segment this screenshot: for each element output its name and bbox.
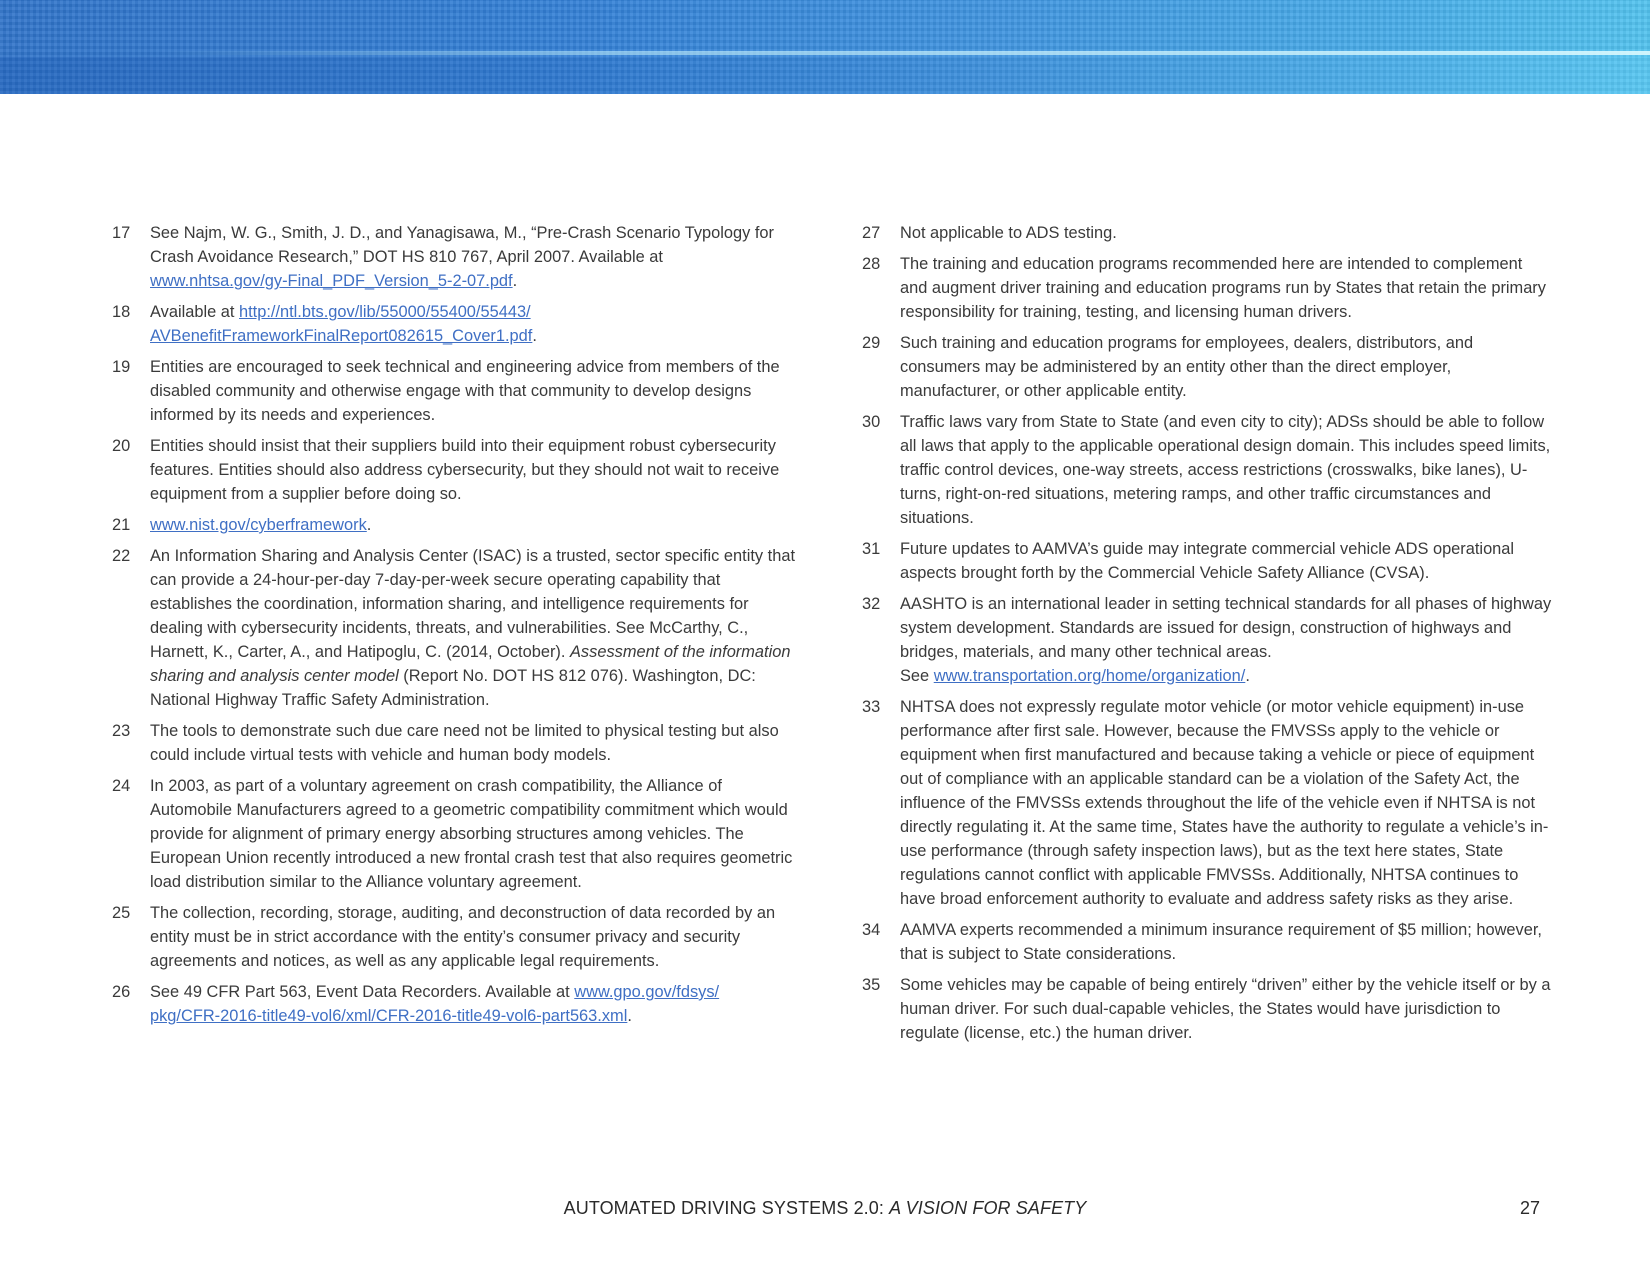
footnote-27 (862, 221, 1552, 245)
footnote-text: Entities are encouraged to seek technical and engineering advice from members of the disabled community and otherwise engage with that community to develop designs informed by its needs and experiences. (150, 358, 780, 424)
footnote-number: 18 (112, 303, 131, 321)
footnote-text-segment: (Report No. DOT HS 812 076). Washington, DC: National Highway Traffic Safety Administration. (150, 667, 756, 709)
footnote-number: 24 (112, 777, 131, 795)
footnote-22 (112, 544, 802, 712)
footnote-link[interactable]: www.transportation.org/home/organization/ (933, 667, 1246, 685)
footnote-text (150, 513, 802, 537)
footer-title-main: AUTOMATED DRIVING SYSTEMS 2.0: (563, 1198, 890, 1218)
footnote-28 (862, 252, 1552, 324)
banner-lower-band (0, 57, 1650, 94)
page-number: 27 (1519, 1198, 1540, 1218)
footnote-number: 23 (112, 722, 131, 740)
footnote-20 (112, 434, 802, 506)
document-footer-title (0, 1198, 1650, 1219)
footnote-30 (862, 410, 1552, 530)
footnote-35 (862, 973, 1552, 1045)
footnote-text-segment: . (532, 327, 537, 345)
footnote-text: In 2003, as part of a voluntary agreement on crash compatibility, the Alliance of Automobile Manufacturers agreed to a geometric compatibility commitment which would provide for alignment of primary energy absorbing structures among vehicles. The European Union recently introduced a new frontal crash test that also requires geometric load distribution similar to the Alliance voluntary agreement. (150, 777, 793, 891)
footnote-text: The training and education programs recommended here are intended to complement and augment driver training and education programs run by States that retain the primary responsibility for training, testing, and licensing human drivers. (900, 255, 1546, 321)
footnote-number: 25 (112, 904, 131, 922)
footnote-text: Some vehicles may be capable of being entirely “driven” either by the vehicle itself or by a human driver. For such dual-capable vehicles, the States would have jurisdiction to regulate (license, etc.) the human driver. (900, 976, 1551, 1042)
footnote-text: AAMVA experts recommended a minimum insurance requirement of $5 million; however, that is subject to State considerations. (900, 921, 1542, 963)
footnote-32 (862, 592, 1552, 688)
footnote-italic-title: Assessment of the information sharing and analysis center model (150, 643, 791, 685)
footnote-number: 20 (112, 437, 131, 455)
footnote-21 (112, 513, 802, 537)
footnote-26 (112, 980, 802, 1028)
footnote-number: 22 (112, 547, 131, 565)
footnote-text (150, 221, 802, 293)
footnote-link[interactable]: www.nhtsa.gov/gy-Final_PDF_Version_5-2-07.pdf (150, 272, 513, 290)
footnote-number: 33 (862, 698, 881, 716)
footnote-text: Future updates to AAMVA’s guide may integrate commercial vehicle ADS operational aspects brought forth by the Commercial Vehicle Safety Alliance (CVSA). (900, 540, 1515, 582)
footnote-text-segment: Available at (150, 303, 239, 321)
footnote-number: 19 (112, 358, 131, 376)
footnote-text (150, 300, 802, 348)
footnotes-left-column (112, 221, 802, 1035)
footnote-text-segment: . (1245, 667, 1250, 685)
footer-title-italic: A VISION FOR SAFETY (889, 1198, 1087, 1218)
footnote-text: Not applicable to ADS testing. (900, 224, 1117, 242)
footnote-text (150, 544, 802, 712)
footnote-number: 28 (862, 255, 881, 273)
footnote-34 (862, 918, 1552, 966)
footnote-23 (112, 719, 802, 767)
footnote-number: 35 (862, 976, 881, 994)
footnote-text-segment: . (627, 1007, 632, 1025)
footnote-31 (862, 537, 1552, 585)
footnote-text: The tools to demonstrate such due care need not be limited to physical testing but also could include virtual tests with vehicle and human body models. (150, 722, 779, 764)
footnote-link[interactable]: pkg/CFR-2016-title49-vol6/xml/CFR-2016-title49-vol6-part563.xml (150, 1007, 628, 1025)
footnote-number: 32 (862, 595, 881, 613)
footnote-17 (112, 221, 802, 293)
footnote-text: NHTSA does not expressly regulate motor vehicle (or motor vehicle equipment) in-use performance after first sale. However, because the FMVSSs apply to the vehicle or equipment when first manufactured and because taking a vehicle or piece of equipment out of compliance with an applicable standard can be a violation of the Safety Act, the influence of the FMVSSs extends throughout the life of the vehicle even if NHTSA is not directly regulating it. At the same time, States have the authority to regulate a vehicle’s in-use performance (through safety inspection laws), but as the text here states, State regulations cannot conflict with applicable FMVSSs. Additionally, NHTSA continues to have broad enforcement authority to evaluate and address safety risks as they arise. (900, 698, 1549, 908)
footnote-19 (112, 355, 802, 427)
footnote-text: Traffic laws vary from State to State (and even city to city); ADSs should be able to follow all laws that apply to the applicable operational design domain. This includes speed limits, traffic control devices, one-way streets, access restrictions (crosswalks, bike lanes), U-turns, right-on-red situations, metering ramps, and other traffic circumstances and situations. (900, 413, 1551, 527)
footnotes-right-column (862, 221, 1552, 1052)
footnote-33 (862, 695, 1552, 911)
footnote-link[interactable]: AVBenefitFrameworkFinalReport082615_Cover1.pdf (150, 327, 533, 345)
footnote-number: 26 (112, 983, 131, 1001)
footnote-29 (862, 331, 1552, 403)
footnote-text-segment: . (512, 272, 518, 290)
footnote-text-segment: . (366, 516, 372, 534)
footnote-text-segment: See Najm, W. G., Smith, J. D., and Yanagisawa, M., “Pre-Crash Scenario Typology for Crash Avoidance Research,” DOT HS 810 767, April 2007. Available at (150, 224, 775, 266)
footnote-number: 21 (112, 516, 131, 534)
footnote-25 (112, 901, 802, 973)
footnote-text-segment: AASHTO is an international leader in setting technical standards for all phases of highway system development. Standards are issued for design, construction of highways and bridges, materials, and many other technical areas. (900, 595, 1552, 661)
footnote-link[interactable]: http://ntl.bts.gov/lib/55000/55400/55443/ (239, 303, 531, 321)
footnote-text-segment: An Information Sharing and Analysis Center (ISAC) is a trusted, sector specific entity that can provide a 24-hour-per-day 7-day-per-week secure operating capability that establishes the coordination, information sharing, and intelligence requirements for dealing with cybersecurity incidents, threats, and vulnerabilities. See McCarthy, C., Harnett, K., Carter, A., and Hatipoglu, C. (2014, October). (150, 547, 795, 661)
footnote-number: 34 (862, 921, 881, 939)
footnote-number: 30 (862, 413, 881, 431)
footnote-24 (112, 774, 802, 894)
footnote-link[interactable]: www.nist.gov/cyberframework (150, 516, 367, 534)
footnote-text-segment: See 49 CFR Part 563, Event Data Recorders. Available at (150, 983, 575, 1001)
banner-light-streak (160, 51, 1650, 55)
footnote-text (900, 592, 1552, 688)
footnote-text (150, 980, 802, 1028)
footnote-18 (112, 300, 802, 348)
footnote-number: 17 (112, 224, 131, 242)
footnote-link[interactable]: www.gpo.gov/fdsys/ (574, 983, 720, 1001)
footnote-number: 31 (862, 540, 881, 558)
footnote-text-segment: See (900, 667, 934, 685)
footnote-number: 27 (862, 224, 881, 242)
header-banner (0, 0, 1650, 94)
footnote-number: 29 (862, 334, 881, 352)
footnote-text: Such training and education programs for employees, dealers, distributors, and consumers may be administered by an entity other than the direct employer, manufacturer, or other applicable entity. (900, 334, 1474, 400)
footnote-text: The collection, recording, storage, auditing, and deconstruction of data recorded by an entity must be in strict accordance with the entity’s consumer privacy and security agreements and notices, as well as any applicable legal requirements. (150, 904, 776, 970)
footnote-text: Entities should insist that their suppliers build into their equipment robust cybersecurity features. Entities should also address cybersecurity, but they should not wait to receive equipment from a supplier before doing so. (150, 437, 780, 503)
